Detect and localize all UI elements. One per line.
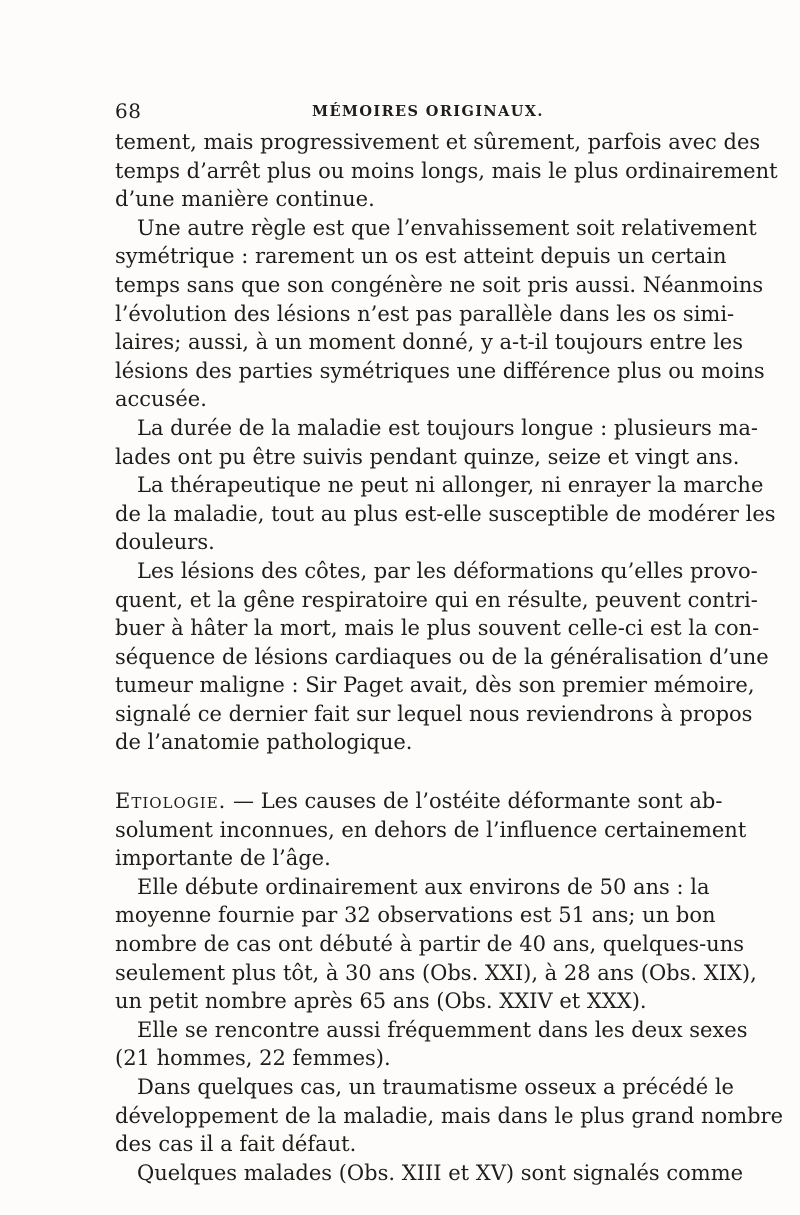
text-line: tement, mais progressivement et sûrement, parfois avec des [115,130,761,154]
text-line: accusée. [115,387,207,412]
text-line: tumeur maligne : Sir Paget avait, dès son premier mémoire, [115,673,755,698]
text-line: Les lésions des côtes, par les déformations qu’elles provo- [137,558,758,583]
text-line: développement de la maladie, mais dans le plus grand nombre [115,1103,784,1128]
text-line: La durée de la maladie est toujours longue : plusieurs ma- [137,415,759,440]
text-line: Dans quelques cas, un traumatisme osseux a précédé le [137,1075,734,1099]
text-line: signalé ce dernier fait sur lequel nous reviendrons à propos [115,701,753,726]
text-line: moyenne fournie par 32 observations est 51 ans; un bon [115,903,716,928]
text-line: Elle se rencontre aussi fréquemment dans les deux sexes [137,1017,748,1042]
text-line: des cas il a fait défaut. [115,1132,357,1157]
text-line: laires; aussi, à un moment donné, y a-t-il toujours entre les [115,330,744,355]
text-line: douleurs. [115,530,215,555]
text-line: Quelques malades (Obs. XIII et XV) sont signalés comme [137,1160,744,1185]
text-line: importante de l’âge. [115,846,331,871]
text-line: d’une manière continue. [115,187,375,212]
text-line: nombre de cas ont débuté à partir de 40 ans, quelques-uns [115,932,744,957]
text-line: temps sans que son congénère ne soit pris aussi. Néanmoins [115,272,764,297]
paragraph [115,214,765,414]
etiology-section [115,787,747,873]
paragraph [115,414,759,471]
text-line: quent, et la gêne respiratoire qui en résulte, peuvent contri- [115,587,758,612]
text-line: symétrique : rarement un os est atteint depuis un certain [115,244,727,269]
text-line: lades ont pu être suivis pendant quinze, seize et vingt ans. [115,444,740,469]
text-line: solument inconnues, en dehors de l’influence certainement [115,817,747,842]
text-line: Une autre règle est que l’envahissement soit relativement [137,215,757,240]
text-line: seulement plus tôt, à 30 ans (Obs. XXI), à 28 ans (Obs. XIX), [115,960,757,985]
text-line: de l’anatomie pathologique. [115,730,413,755]
text-line: La thérapeutique ne peut ni allonger, ni enrayer la marche [137,473,764,498]
paragraph [115,1016,748,1073]
paragraph [115,471,776,557]
running-title: MÉMOIRES ORIGINAUX. [312,103,544,120]
text-line: séquence de lésions cardiaques ou de la généralisation d’une [115,644,769,669]
paragraph [115,128,778,214]
text-line: buer à hâter la mort, mais le plus souvent celle-ci est la con- [115,616,760,641]
section-gap [115,757,685,787]
section-heading: Etiologie. [115,789,227,814]
page-number: 68 [115,99,142,123]
section-heading-continuation: — Les causes de l’ostéite déformante sont ab- [233,789,723,814]
text-line [115,787,723,816]
text-line: l’évolution des lésions n’est pas parallèle dans les os simi- [115,301,735,326]
text-line: Elle débute ordinairement aux environs de 50 ans : la [137,874,710,899]
body-text [115,128,784,1187]
text-line: lésions des parties symétriques une différence plus ou moins [115,358,765,383]
text-line: un petit nombre après 65 ans (Obs. XXIV et XXX). [115,989,647,1014]
running-head [115,98,685,124]
text-line: temps d’arrêt plus ou moins longs, mais le plus ordinairement [115,158,778,183]
text-line: de la maladie, tout au plus est-elle susceptible de modérer les [115,501,776,526]
paragraph [115,1159,744,1188]
paragraph [115,1073,784,1159]
paragraph [115,557,769,757]
text-line: (21 hommes, 22 femmes). [115,1046,391,1071]
paragraph [115,873,757,1016]
